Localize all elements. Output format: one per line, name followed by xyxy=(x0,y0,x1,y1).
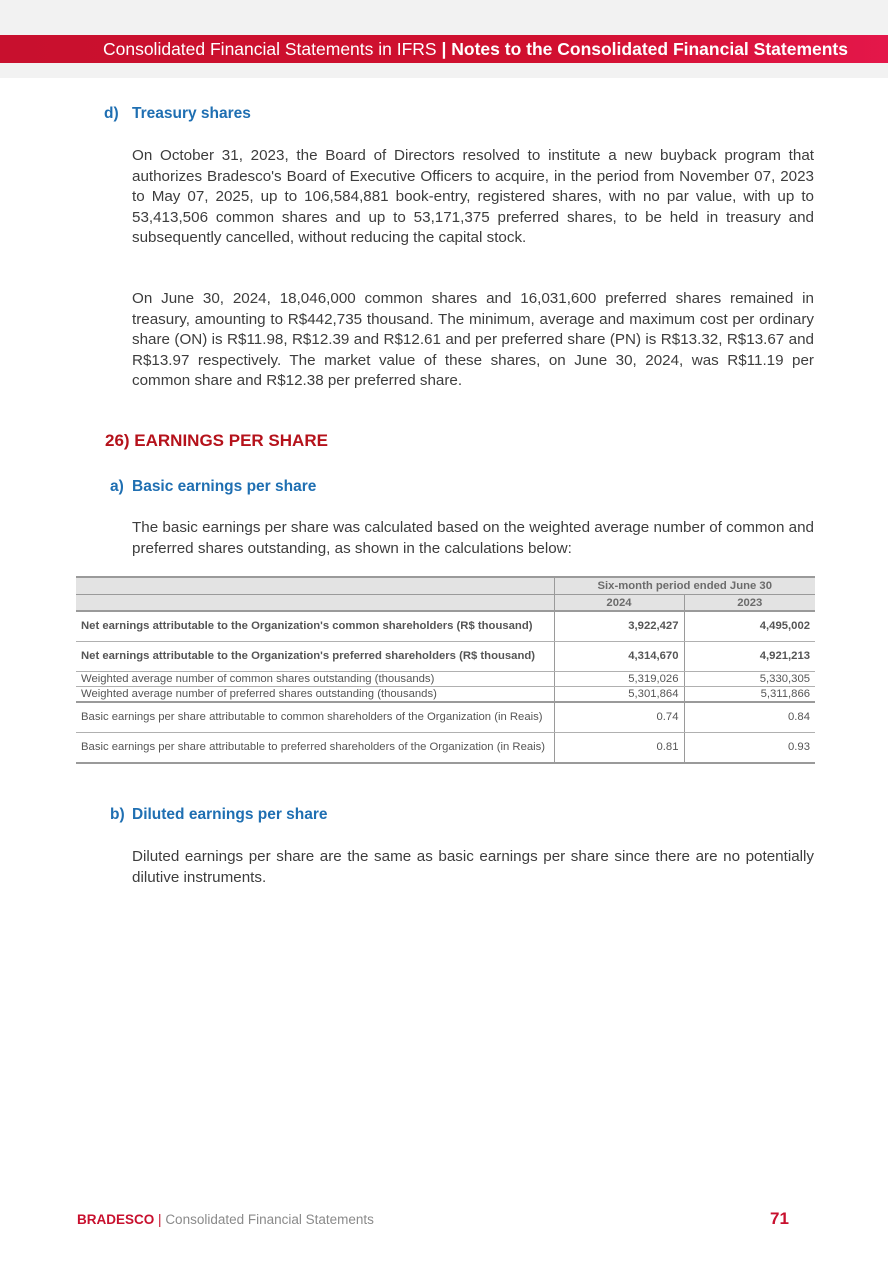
row-label: Net earnings attributable to the Organization's common shareholders (R$ thousand) xyxy=(76,611,554,642)
row-label: Weighted average number of common shares outstanding (thousands) xyxy=(76,672,554,687)
basic-paragraph: The basic earnings per share was calculated based on the weighted average number of common and preferred shares outstanding, as shown in the calculations below: xyxy=(132,519,814,557)
diluted-title: Diluted earnings per share xyxy=(132,806,328,823)
value-2024: 0.81 xyxy=(554,733,684,764)
table-row xyxy=(76,611,815,642)
row-label: Weighted average number of preferred shares outstanding (thousands) xyxy=(76,687,554,703)
basic-heading xyxy=(110,478,316,496)
table-row xyxy=(76,733,815,764)
header-text xyxy=(103,35,848,63)
value-2024: 5,319,026 xyxy=(554,672,684,687)
header-right-text: Notes to the Consolidated Financial Statements xyxy=(451,39,848,59)
row-label: Basic earnings per share attributable to common shareholders of the Organization (in Reais) xyxy=(76,702,554,733)
header-bar xyxy=(0,35,888,63)
treasury-letter: d) xyxy=(104,105,119,122)
header-separator: | xyxy=(441,39,447,59)
diluted-letter: b) xyxy=(110,806,125,823)
value-2024: 4,314,670 xyxy=(554,642,684,672)
value-2024: 3,922,427 xyxy=(554,611,684,642)
page-number: 71 xyxy=(770,1209,789,1228)
basic-title: Basic earnings per share xyxy=(132,478,317,495)
header-blank-cell xyxy=(76,577,554,595)
period-header: Six-month period ended June 30 xyxy=(554,577,815,595)
header-blank-cell xyxy=(76,595,554,612)
treasury-paragraph-1: On October 31, 2023, the Board of Directors resolved to institute a new buyback program that authorizes Bradesco's Board of Executive Officers to acquire, in the period from November 07, 2023 to May 07, 2025, up to 106,584,881 book-entry, registered shares, with no par value, with up to 53,413,506 common shares and up to 53,171,375 preferred shares, to be held in treasury and subsequently cancelled, without reducing the capital stock. xyxy=(132,147,814,246)
year-2024-header: 2024 xyxy=(554,595,684,612)
value-2024: 0.74 xyxy=(554,702,684,733)
footer-brand: BRADESCO xyxy=(77,1212,155,1227)
row-label: Basic earnings per share attributable to preferred shareholders of the Organization (in Reais) xyxy=(76,733,554,764)
value-2023: 0.93 xyxy=(684,733,815,764)
value-2024: 5,301,864 xyxy=(554,687,684,703)
footer-separator: | xyxy=(158,1212,162,1227)
header-left-text: Consolidated Financial Statements in IFRS xyxy=(102,39,437,59)
value-2023: 5,330,305 xyxy=(684,672,815,687)
basic-letter: a) xyxy=(110,478,124,495)
table-row xyxy=(76,687,815,703)
earnings-table xyxy=(76,576,815,764)
value-2023: 4,921,213 xyxy=(684,642,815,672)
value-2023: 4,495,002 xyxy=(684,611,815,642)
table-row xyxy=(76,672,815,687)
table-row xyxy=(76,642,815,672)
treasury-paragraph-2: On June 30, 2024, 18,046,000 common shares and 16,031,600 preferred shares remained in treasury, amounting to R$442,735 thousand. The minimum, average and maximum cost per ordinary share (ON) is R$11.98, R$12.39 and R$12.61 and per preferred share (PN) is R$13.32, R$13.67 and R$13.97 respectively. The market value of these shares, on June 30, 2024, was R$11.19 per common share and R$12.38 per preferred share. xyxy=(132,290,814,389)
treasury-title: Treasury shares xyxy=(132,105,251,122)
value-2023: 0.84 xyxy=(684,702,815,733)
value-2023: 5,311,866 xyxy=(684,687,815,703)
year-2023-header: 2023 xyxy=(684,595,815,612)
table-header-year-row xyxy=(76,595,815,612)
diluted-heading xyxy=(110,806,328,824)
footer-text: Consolidated Financial Statements xyxy=(165,1212,374,1227)
treasury-heading xyxy=(104,105,251,123)
footer xyxy=(77,1212,374,1227)
diluted-paragraph: Diluted earnings per share are the same as basic earnings per share since there are no potentially dilutive instruments. xyxy=(132,848,814,886)
table-row xyxy=(76,702,815,733)
table-header-period-row xyxy=(76,577,815,595)
row-label: Net earnings attributable to the Organization's preferred shareholders (R$ thousand) xyxy=(76,642,554,672)
section-title: 26) EARNINGS PER SHARE xyxy=(105,431,328,450)
